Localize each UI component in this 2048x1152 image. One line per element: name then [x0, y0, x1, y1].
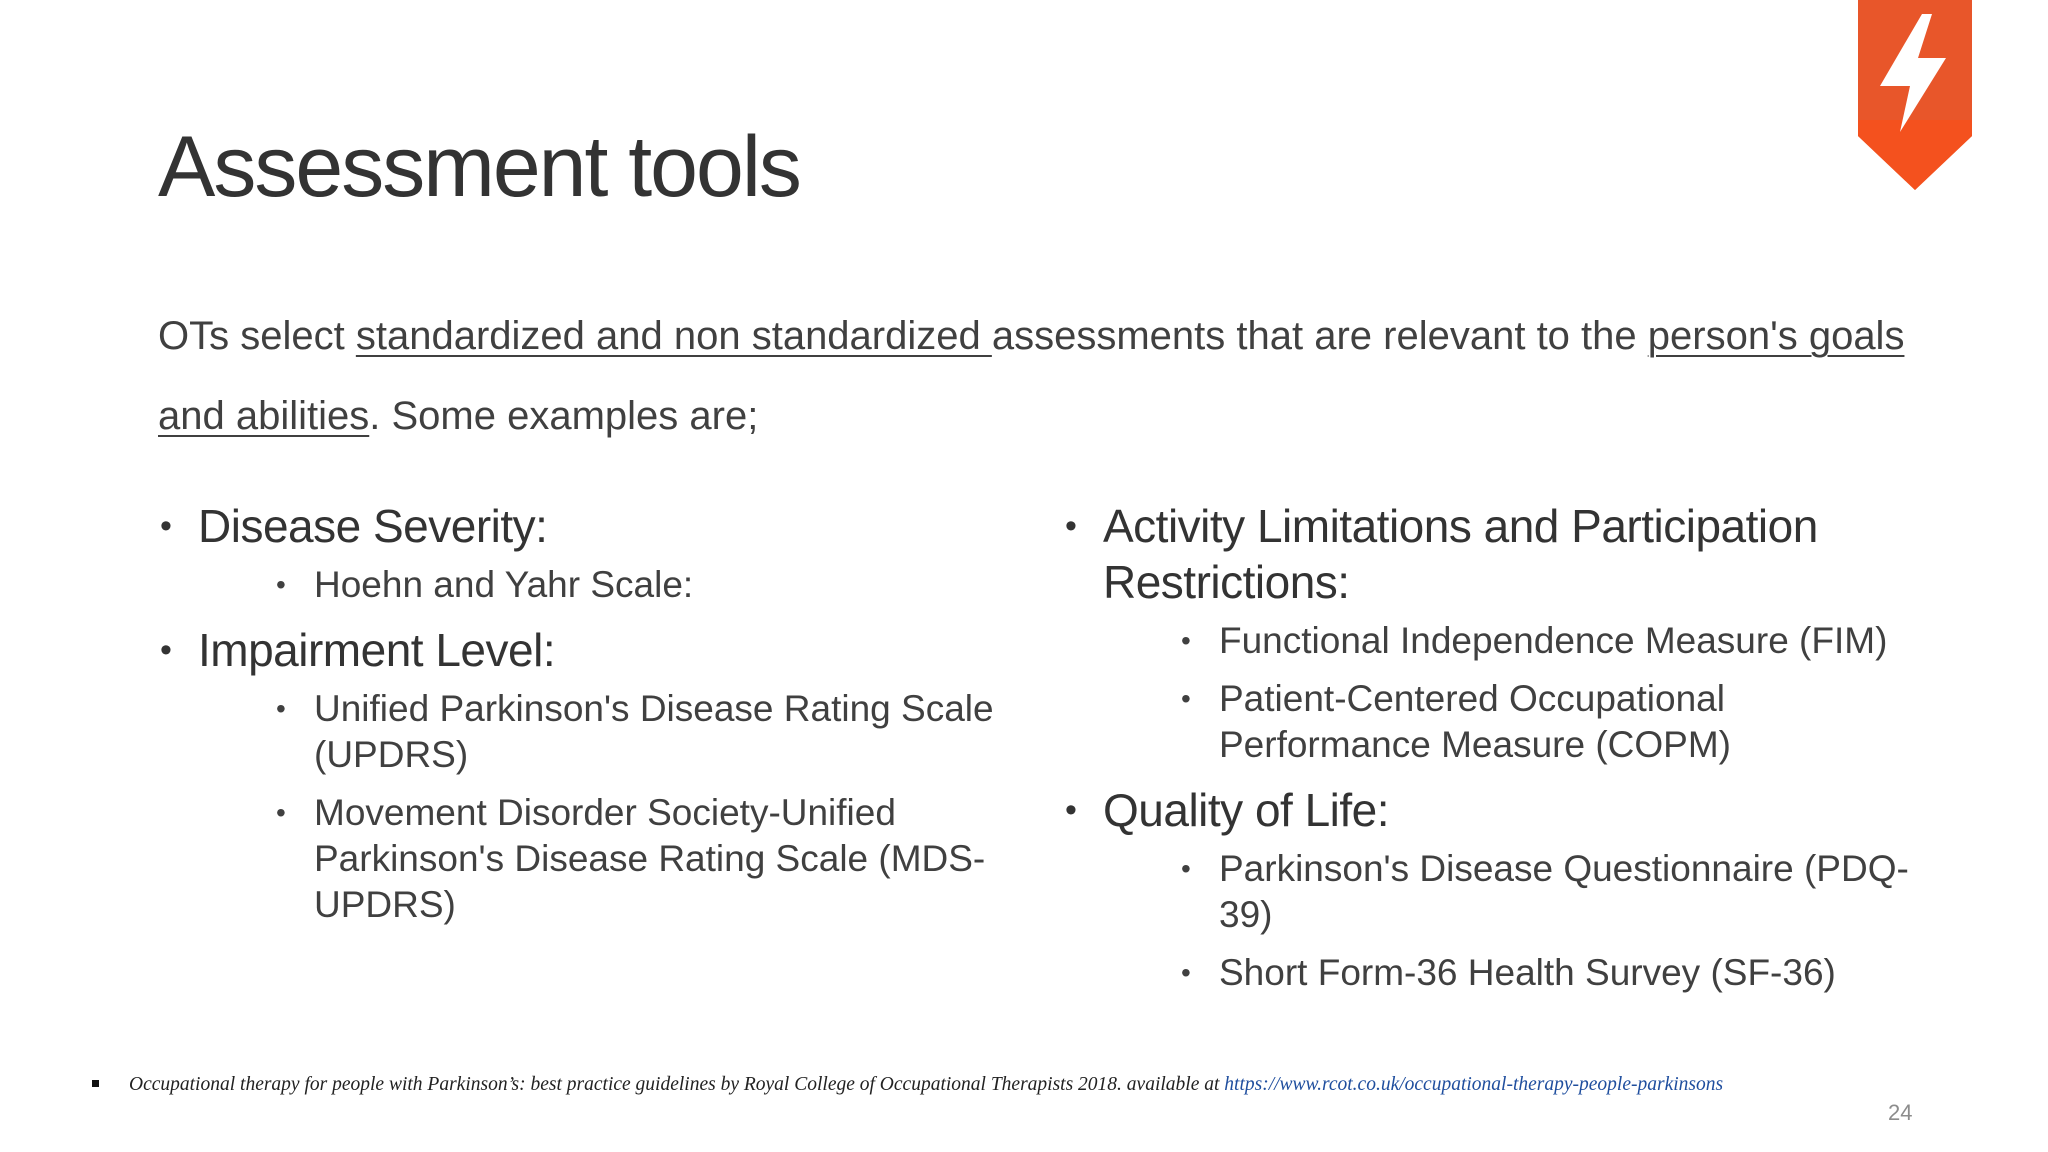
bullet-icon: • [276, 797, 286, 828]
bullet-icon: • [1181, 853, 1191, 884]
intro-underlined-2: person's goals and abilities [158, 314, 1905, 438]
list-item [276, 790, 998, 928]
page-number: 24 [1888, 1100, 1913, 1125]
list-item [1063, 498, 1923, 768]
list-item-text: Parkinson's Disease Questionnaire (PDQ-39) [1219, 848, 1909, 935]
intro-paragraph [158, 296, 1918, 456]
footnote-text: Occupational therapy for people with Parkinson’s: best practice guidelines by Royal College of Occupational Therapists 2018. available at [129, 1074, 1225, 1095]
list-item-text: Hoehn and Yahr Scale: [314, 564, 694, 605]
right-column [1063, 498, 1923, 1010]
bullet-icon: • [1065, 507, 1077, 545]
list-item-text: Movement Disorder Society-Unified Parkinson's Disease Rating Scale (MDS-UPDRS) [314, 792, 986, 925]
section-heading: Impairment Level: [198, 624, 556, 676]
bullet-icon: • [1181, 625, 1191, 656]
list-item [276, 686, 998, 778]
list-item-text: Unified Parkinson's Disease Rating Scale (UPDRS) [314, 688, 994, 775]
bullet-icon: • [276, 693, 286, 724]
list-item [1181, 846, 1923, 938]
lightning-bolt-icon [1858, 0, 1972, 190]
bullet-icon: • [1181, 683, 1191, 714]
bullet-icon: • [1065, 791, 1077, 829]
intro-text-1: OTs select [158, 314, 356, 358]
bullet-icon: • [1181, 957, 1191, 988]
intro-underlined-1: standardized and non standardized [355, 314, 992, 358]
list-item [1181, 950, 1923, 996]
section-heading: Quality of Life: [1103, 784, 1390, 836]
bullet-icon: • [160, 631, 172, 669]
list-item [1063, 782, 1923, 996]
section-heading: Activity Limitations and Participation Restrictions: [1103, 500, 1818, 608]
list-item-text: Functional Independence Measure (FIM) [1219, 620, 1888, 661]
section-heading: Disease Severity: [198, 500, 548, 552]
list-item-text: Short Form-36 Health Survey (SF-36) [1219, 952, 1836, 993]
footnote [92, 1074, 1912, 1096]
list-item [158, 622, 998, 928]
list-item-text: Patient-Centered Occupational Performance Measure (COPM) [1219, 678, 1731, 765]
list-item [1181, 618, 1923, 664]
list-item [1181, 676, 1923, 768]
left-column [158, 498, 998, 942]
bullet-icon: • [160, 507, 172, 545]
page-title: Assessment tools [158, 119, 800, 215]
list-item [276, 562, 998, 608]
bullet-icon: • [276, 569, 286, 600]
square-bullet-icon [92, 1080, 99, 1087]
footnote-link[interactable]: https://www.rcot.co.uk/occupational-therapy-people-parkinsons [1224, 1074, 1724, 1095]
list-item [158, 498, 998, 608]
intro-text-3: . Some examples are; [369, 394, 759, 438]
intro-text-2: assessments that are relevant to the [991, 314, 1648, 358]
